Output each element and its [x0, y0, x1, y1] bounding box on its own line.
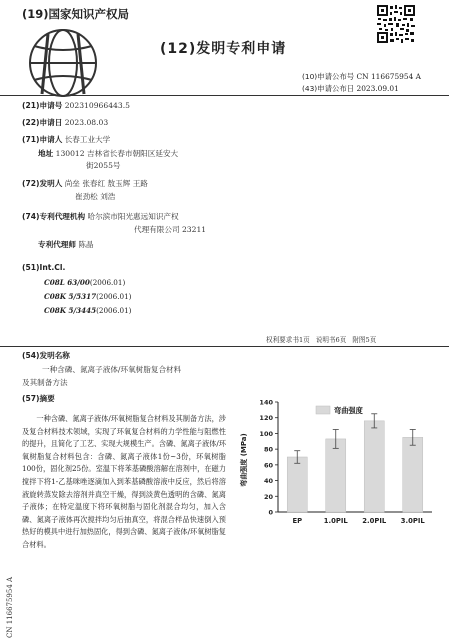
pub-no-value: CN 116675954 A	[356, 72, 421, 81]
claims-pages: 权利要求书1页	[266, 336, 310, 344]
x-tick-label-3.0PIL: 3.0PIL	[400, 517, 425, 525]
pub-date-value: 2023.09.01	[356, 84, 399, 93]
patent-agent: 专利代理师 陈晶	[38, 240, 94, 249]
y-tick-label-2: 40	[263, 477, 273, 486]
body-rule	[0, 346, 449, 347]
y-tick-label-0: 0	[268, 508, 273, 517]
patent-agency-line2: 代理有限公司 23211	[134, 225, 207, 234]
side-publication-id: CN 116675954 A	[6, 576, 14, 638]
pub-date-label: 申请公布日	[317, 84, 355, 93]
legend-swatch	[316, 406, 330, 414]
patent-agency: (74)专利代理机构 哈尔滨市阳光惠远知识产权	[22, 212, 179, 221]
header-rule	[0, 95, 449, 96]
office-code: (19)	[22, 7, 49, 21]
legend-label: 弯曲强度	[334, 406, 363, 415]
abstract-label: (57)摘要	[22, 394, 55, 403]
applicant-address: 地址 130012 吉林省长春市朝阳区延安大	[38, 149, 179, 158]
y-tick-label-4: 80	[263, 445, 273, 454]
qr-code-icon	[376, 4, 416, 44]
y-tick-label-3: 60	[263, 461, 273, 470]
y-tick-label-6: 120	[259, 414, 273, 423]
ipc-class-2: C08K 5/5317(2006.01)	[44, 292, 132, 301]
abstract-text: 一种含磷、氮离子液体/环氧树脂复合材料及其制备方法，涉及复合材料技术领域，实现了环氧复合材料的力学性能与阻燃性的提升，且简化了工艺、实现大规模生产。含磷、氮离子液体/环氧树脂复合材料包含：含磷、氮离子液体1份~3份，环氧树脂100份，固化剂25份。室温下将苯基磷酸溶解在溶剂中，在磁力搅拌下将1-乙基咪唑逐滴加入到苯基磷酸溶液中反应，然后将溶液旋转蒸发除去溶剂并真空干燥，得到淡黄色透明的含磷、氮离子液体；在特定温度下将环氧树脂与固化剂混合均匀，加入含磷、氮离子液体再次搅拌均匀后抽真空，将混合样品快速倒入预热好的模具中进行加热固化，得到含磷、氮离子液体/环氧树脂复合材料。	[22, 414, 226, 549]
drawings-pages: 附图5页	[352, 336, 377, 344]
pub-no-label: 申请公布号	[317, 72, 355, 81]
publication-number-row	[302, 71, 421, 82]
y-tick-label-1: 20	[263, 492, 273, 501]
application-number: (21)申请号 202310966443.5	[22, 101, 130, 110]
x-tick-label-2.0PIL: 2.0PIL	[362, 517, 387, 525]
invention-title-line1: 一种含磷、氮离子液体/环氧树脂复合材料	[42, 365, 182, 374]
pub-date-code: (43)	[302, 84, 318, 93]
office-name: 国家知识产权局	[48, 7, 130, 21]
y-axis-label: 弯曲强度 (MPa)	[240, 433, 248, 487]
office-header	[22, 6, 129, 22]
bar-EP	[287, 457, 307, 512]
y-tick-label-7: 140	[259, 398, 273, 407]
doc-type-code: (12)	[160, 41, 197, 57]
ipc-class-3: C08K 5/3445(2006.01)	[44, 306, 132, 315]
publication-date-row	[302, 83, 399, 94]
pub-no-code: (10)	[302, 72, 318, 81]
doc-type-label: 发明专利申请	[196, 41, 287, 57]
patent-office-emblem-icon	[22, 24, 104, 102]
bar-1.0PIL	[326, 439, 346, 512]
bar-2.0PIL	[364, 421, 384, 512]
description-pages: 说明书6页	[315, 336, 347, 344]
x-tick-label-EP: EP	[292, 517, 303, 525]
invention-title-label: (54)发明名称	[22, 351, 70, 360]
applicant-address-line2: 街2055号	[86, 161, 121, 170]
applicant: (71)申请人 长春工业大学	[22, 135, 111, 144]
bar-3.0PIL	[403, 437, 423, 512]
inventors-line2: 崔劲松 刘浩	[75, 192, 116, 201]
ipc-class-1: C08L 63/00(2006.01)	[44, 278, 126, 287]
int-cl: (51)Int.Cl.	[22, 263, 66, 272]
y-tick-label-5: 100	[259, 429, 273, 438]
page-counts	[266, 334, 382, 344]
application-date: (22)申请日 2023.08.03	[22, 118, 109, 127]
flexural-strength-chart	[232, 394, 442, 532]
document-type	[160, 38, 286, 58]
invention-title-line2: 及其制备方法	[22, 378, 68, 387]
x-tick-label-1.0PIL: 1.0PIL	[323, 517, 348, 525]
inventors: (72)发明人 尚垒 张春红 敖玉辉 王路	[22, 179, 148, 188]
